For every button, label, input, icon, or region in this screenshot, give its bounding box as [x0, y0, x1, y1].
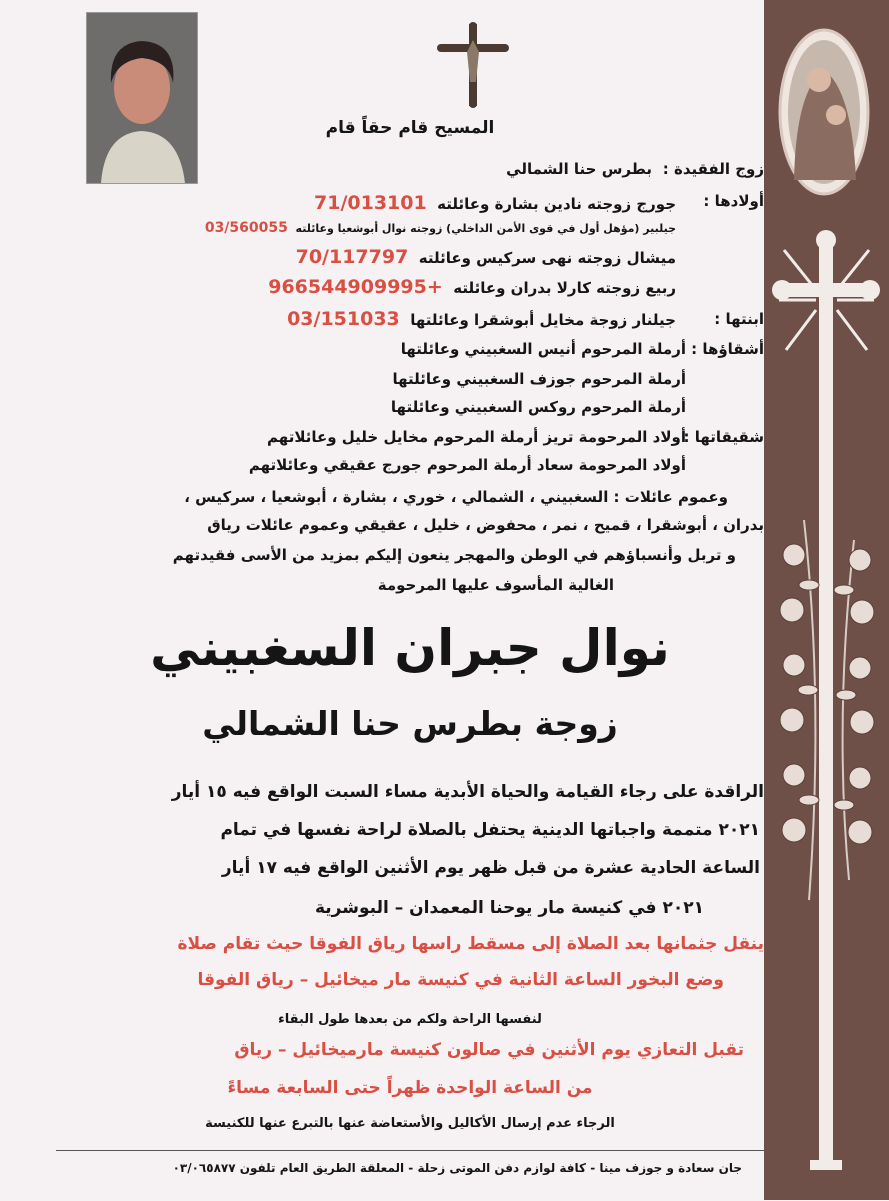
footer — [56, 1150, 764, 1201]
sons-label: أولادها : — [703, 192, 764, 210]
sister-2: أولاد المرحومة سعاد أرملة المرحوم جورج عقيقي وعائلاتهم — [248, 456, 686, 474]
son-1: جورج زوجته نادين بشارة وعائلته 71/013101 — [314, 192, 676, 214]
families-line-2: بدران ، أبوشقرا ، قميح ، نمر ، محفوض ، خليل ، عقيقي وعموم عائلات رياق — [207, 516, 764, 534]
son-4: ربيع زوجته كارلا بدران وعائلته +966544909995 — [268, 276, 676, 298]
condolences-line-1: تقبل التعازي يوم الأثنين في صالون كنيسة مارميخائيل – رياق — [234, 1040, 744, 1060]
daughter: جيلنار زوجة مخايل أبوشقرا وعائلتها 03/151033 — [287, 308, 676, 330]
husband-name: بطرس حنا الشمالي — [506, 160, 652, 178]
son-1-phone: 71/013101 — [314, 192, 427, 214]
daughter-phone: 03/151033 — [287, 308, 400, 330]
brother-1: أرملة المرحوم أنيس السغبيني وعائلتها — [400, 340, 686, 358]
son-2: جيلبير (مؤهل أول في قوى الأمن الداخلي) زوجته نوال أبوشعيا وعائلته 03/560055 — [204, 220, 676, 236]
son-4-phone: +966544909995 — [268, 276, 443, 298]
icon-painting — [780, 30, 868, 194]
husband-label: زوج الفقيدة : — [662, 160, 764, 178]
details-line-1: الراقدة على رجاء القيامة والحياة الأبدية مساء السبت الواقع فيه ١٥ أيار — [171, 782, 764, 802]
deceased-name: نوال جبران السغبيني — [150, 619, 670, 677]
son-3-phone: 70/117797 — [295, 246, 409, 268]
cross-icon — [772, 230, 880, 1170]
note-text: الرجاء عدم إرسال الأكاليل والأستعاضة عنها بالتبرع عنها للكنيسة — [205, 1116, 615, 1131]
son-2-phone: 03/560055 — [204, 220, 288, 236]
details-line-4: ٢٠٢١ في كنيسة مار يوحنا المعمدان – البوشرية — [314, 898, 704, 918]
brothers-label: أشقاؤها : — [691, 340, 764, 358]
burial-line-1: ينقل جثمانها بعد الصلاة إلى مسقط راسها رياق الفوقا حيث تقام صلاة — [177, 934, 764, 954]
footer-text: جان سعادة و جوزف مينا - كافة لوازم دفن الموتى زحلة - المعلقة الطريق العام تلفون ٠٣/٠٦٥٨٧٧ — [172, 1161, 742, 1175]
obituary-text — [56, 0, 764, 1150]
details-line-3: الساعة الحادية عشرة من قبل ظهر يوم الأثنين الواقع فيه ١٧ أيار — [221, 858, 760, 878]
decorative-sidebar — [764, 0, 889, 1200]
families-line-3: و تربل وأنسباؤهم في الوطن والمهجر ينعون إليكم بمزيد من الأسى فقيدتهم — [172, 546, 736, 564]
deceased-subtitle: زوجة بطرس حنا الشمالي — [202, 704, 618, 743]
daughter-label: ابنتها : — [714, 310, 764, 328]
slogan: المسيح قام حقاً قام — [325, 118, 495, 138]
condolences-line-2: من الساعة الواحدة ظهراً حتى السابعة مساءً — [227, 1078, 593, 1098]
sister-1: أولاد المرحومة تريز أرملة المرحوم مخايل خليل وعائلاتهم — [267, 428, 686, 446]
families-line-4: الغالية المأسوف عليها المرحومة — [377, 576, 614, 594]
details-line-2: ٢٠٢١ متممة واجباتها الدينية يحتفل بالصلاة لراحة نفسها في تمام — [220, 820, 760, 840]
brother-3: أرملة المرحوم روكس السغبيني وعائلتها — [390, 398, 686, 416]
brother-2: أرملة المرحوم جوزف السغبيني وعائلتها — [392, 370, 686, 388]
families-line-1: وعموم عائلات : السغبيني ، الشمالي ، خوري ، بشارة ، أبوشعيا ، سركيس ، — [184, 488, 728, 506]
sisters-label: شقيقاتها : — [683, 428, 764, 446]
son-3: ميشال زوجته نهى سركيس وعائلته 70/117797 — [295, 246, 676, 268]
prayer-text: لنفسها الراحة ولكم من بعدها طول البقاء — [278, 1012, 542, 1027]
burial-line-2: وضع البخور الساعة الثانية في كنيسة مار ميخائيل – رياق الفوقا — [197, 970, 724, 990]
